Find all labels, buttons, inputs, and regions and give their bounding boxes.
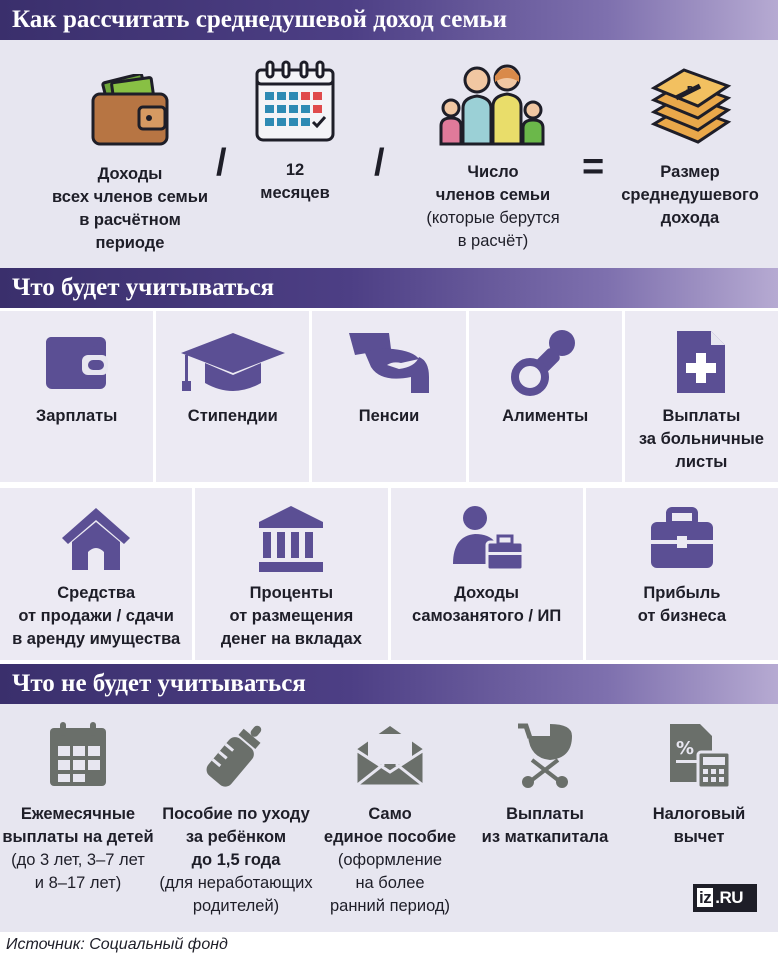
counted-item-scholarship [156,311,309,482]
formula-members-note: (которые берутся [426,209,560,227]
item-note-line: (оформление [337,851,443,869]
counted-item-label: денег на вкладах [220,630,362,648]
counted-item-self-employed [391,488,583,660]
item-note-line: и 8–17 лет) [34,874,122,892]
formula-result-line: дохода [660,209,720,227]
item-bold-line: за ребёнком [185,828,287,846]
graduation-cap-icon [156,327,309,397]
not-counted-item-unified-allowance [318,720,462,918]
formula-members [418,60,568,253]
money-stack-icon [610,66,770,153]
family-icon [418,60,568,153]
counted-item-label: от размещения [229,607,354,625]
calendar-grid-icon [0,720,156,797]
wallet-icon [0,327,153,397]
wallet-money-icon [50,74,210,155]
baby-bottle-icon [156,720,316,797]
calendar-icon [235,60,355,151]
counted-item-label: от продажи / сдачи [18,607,174,625]
item-note-line: на более [355,874,425,892]
formula-members-line: Число [467,163,519,181]
counted-item-label: Доходы [454,584,520,602]
not-counted-item-tax-deduction [624,720,774,849]
not-counted-item-maternity-capital [470,720,620,849]
logo-iz-text: iz [699,888,712,907]
medical-document-icon [625,327,778,397]
svg-text:₽: ₽ [686,84,694,97]
item-note-line: (до 3 лет, 3–7 лет [11,851,145,869]
logo-ru-text: .RU [715,888,744,907]
not-counted-item-childcare [156,720,316,918]
formula-members-note: в расчёт) [457,232,529,250]
formula-months [235,60,355,205]
item-bold-line: Само [368,805,412,823]
formula-income-line: в расчётном периоде [79,211,181,252]
item-note-line: ранний период) [329,897,451,915]
self-employed-icon [391,504,583,574]
item-bold-line: Ежемесячные [20,805,136,823]
tax-calculator-icon [624,720,774,797]
pacifier-icon [469,327,622,397]
counted-row-1 [0,311,778,482]
bank-icon [195,504,387,574]
formula-months-line: месяцев [260,184,330,202]
briefcase-icon [586,504,778,574]
counted-item-label: Средства [57,584,136,602]
formula-result [610,66,770,230]
baby-stroller-icon [470,720,620,797]
item-bold-line: выплаты на детей [2,828,154,846]
divide-operator: / [374,142,385,184]
counted-item-sick-leave [625,311,778,482]
counted-item-label: Алименты [502,407,589,425]
svg-text:%: % [676,738,695,759]
formula-months-line: 12 [285,161,305,179]
counted-item-label: Стипендии [187,407,278,425]
item-bold-line: до 1,5 года [191,851,281,869]
item-bold-line: Выплаты [506,805,584,823]
counted-item-salary [0,311,153,482]
formula-members-line: членов семьи [435,186,551,204]
counted-item-label: Проценты [249,584,334,602]
counted-heading: Что будет учитываться [0,268,778,308]
item-bold-line: Пособие по уходу [162,805,310,823]
counted-item-label: от бизнеса [637,607,727,625]
formula-result-line: Размер [660,163,720,181]
not-counted-heading: Что не будет учитываться [0,664,778,704]
counted-item-property [0,488,192,660]
formula-income-line: всех членов семьи [51,188,209,206]
page-title: Как рассчитать среднедушевой доход семьи [0,0,778,40]
equals-operator: = [582,146,605,188]
formula-result-line: среднедушевого [621,186,759,204]
iz-logo [693,884,757,912]
item-note-line: родителей) [192,897,280,915]
counted-item-label: Пенсии [358,407,420,425]
item-bold-line: вычет [673,828,725,846]
counted-item-label: самозанятого / ИП [411,607,562,625]
counted-item-alimony [469,311,622,482]
counted-item-deposits [195,488,387,660]
counted-item-label: Выплаты [662,407,741,425]
house-icon [0,504,192,574]
formula-income [50,74,210,255]
item-bold-line: из маткапитала [481,828,609,846]
counted-item-label: листы [675,453,728,471]
divide-operator: / [216,142,227,184]
counted-item-label: в аренду имущества [12,630,181,648]
pension-hand-icon [312,327,465,397]
item-bold-line: единое пособие [323,828,457,846]
counted-item-label: за больничные [638,430,764,448]
item-note-line: (для неработающих [159,874,313,892]
counted-item-label: Прибыль [643,584,721,602]
formula-income-line: Доходы [97,165,163,183]
envelope-icon [318,720,462,797]
counted-item-pension [312,311,465,482]
not-counted-item-child-payments [0,720,156,895]
counted-row-2 [0,488,778,660]
source-caption: Источник: Социальный фонд [6,936,228,953]
counted-item-business [586,488,778,660]
counted-item-label: Зарплаты [35,407,118,425]
item-bold-line: Налоговый [652,805,746,823]
